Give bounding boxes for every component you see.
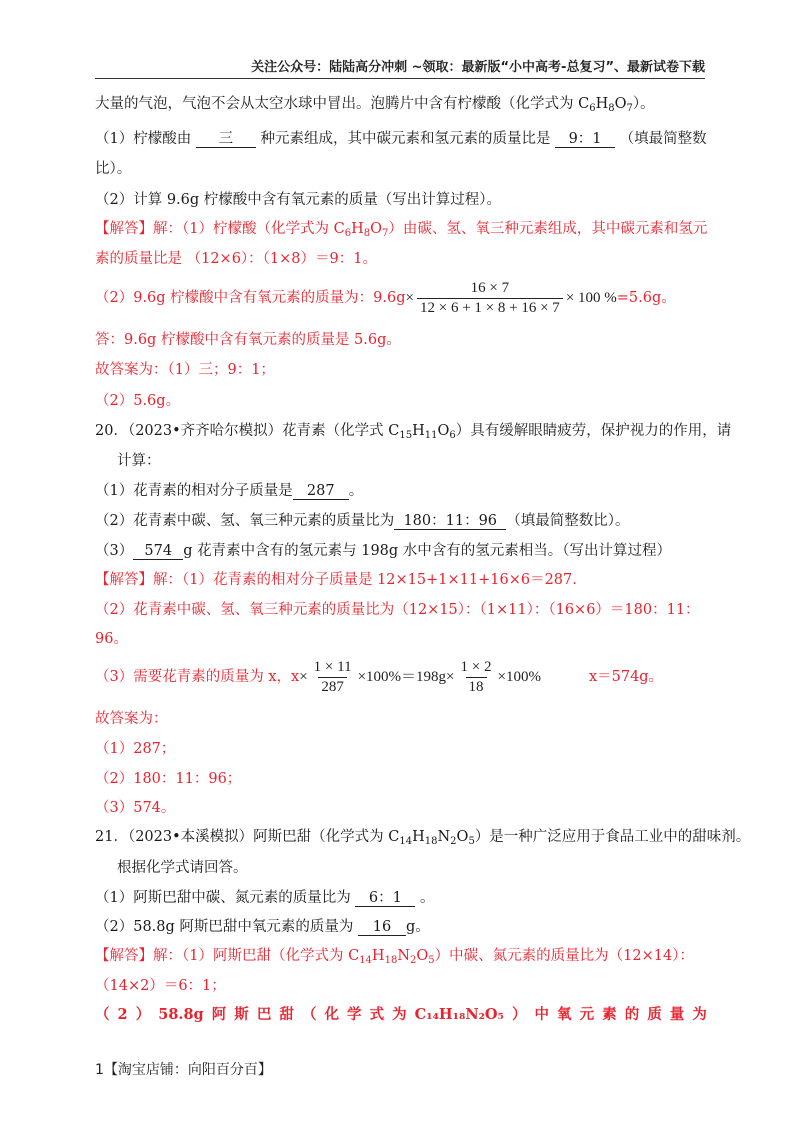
q19-answer-blank-1: 三 <box>196 131 256 148</box>
q19-final-2: （2）5.6g。 <box>95 393 181 409</box>
justified-word: （ <box>301 1006 317 1023</box>
q21-solution-1-cont: （14×2）＝6：1； <box>95 978 226 994</box>
justified-word: 化 <box>324 1006 339 1023</box>
justified-word: 元 <box>579 1006 595 1023</box>
q20-answer-blank-3: 574 <box>133 543 183 560</box>
q20-part2: （2）花青素中碳、氢、氧三种元素的质量比为 180：11：96 （填最简整数比）。 <box>95 513 630 529</box>
q20-stem-cont: 计算： <box>117 453 161 469</box>
q20-stem: 20．（2023•齐齐哈尔模拟）花青素（化学式 $C_{15}H_{11}O_6$）具有缓解眼睛疲劳，保护视力的作用，请 <box>95 423 732 441</box>
q20-part3: （3） 574 g 花青素中含有的氢元素与 198g 水中含有的氢元素相当。（写出计算过程） <box>95 543 672 559</box>
q20-answer-blank-1: 287 <box>293 483 349 500</box>
q21-answer-blank-2: 16 <box>358 919 406 936</box>
justified-word: C₁₄H₁₈N₂O₅ <box>414 1006 504 1023</box>
justified-word: 为 <box>692 1006 707 1023</box>
justified-word: 氧 <box>557 1006 572 1023</box>
q20-fraction-2: $\frac{1 \times 2}{18}$ <box>460 658 492 695</box>
q19-answer-statement: 答：9.6g 柠檬酸中含有氧元素的质量是 5.6g。 <box>95 332 401 348</box>
q19-calc: （2）9.6g 柠檬酸中含有氧元素的质量为：9.6g× $\frac{16 \times 7}{12 \times 6 + 1 \times 8 + 16 \times 7}$ × 100 %=5.6g。 <box>95 279 676 316</box>
q19-answer-blank-2: 9：1 <box>555 131 615 148</box>
justified-word: 量 <box>669 1006 685 1023</box>
justified-word: 58.8g <box>158 1006 204 1023</box>
justified-word: 式 <box>369 1006 385 1023</box>
q19-part2: （2）计算 9.6g 柠檬酸中含有氧元素的质量（写出计算过程）。 <box>95 192 502 208</box>
q20-answer-blank-2: 180：11：96 <box>394 513 506 530</box>
q19-intro: 大量的气泡，气泡不会从太空水球中冒出。泡腾片中含有柠檬酸（化学式为 $C_6H_8O_7$）。 <box>95 96 655 114</box>
q21-stem-cont: 根据化学式请回答。 <box>117 860 248 876</box>
justified-word: 学 <box>347 1006 362 1023</box>
q20-solution-1: 【解答】解：（1）花青素的相对分子质量是 12×15+1×11+16×6＝287. <box>95 572 577 588</box>
page-header <box>95 56 705 79</box>
q20-fraction-1: $\frac{1 \times 11}{287}$ <box>313 658 352 695</box>
q21-part2: （2）58.8g 阿斯巴甜中氧元素的质量为 16 g。 <box>95 919 430 935</box>
q19-solution-1: 【解答】解：（1）柠檬酸（化学式为 $C_6H_8O_7$）由碳、氢、氧三种元素组成，其中碳元素和氢元 <box>95 221 708 239</box>
q21-part1: （1）阿斯巴甜中碳、氮元素的质量比为 6：1 。 <box>95 890 435 906</box>
justified-word: 甜 <box>279 1006 294 1023</box>
justified-word: ） <box>511 1006 527 1023</box>
header-text: 关注公众号：陆陆高分冲刺 ~领取：最新版“小中高考-总复习”、最新试卷下载 <box>251 60 705 75</box>
justified-word: 巴 <box>256 1006 272 1023</box>
justified-word: 质 <box>647 1006 662 1023</box>
q19-part1-cont: 比）。 <box>95 161 132 177</box>
page-footer <box>95 1059 272 1079</box>
q20-final-1: （1）287； <box>95 741 176 757</box>
q21-solution-2 <box>95 1005 707 1025</box>
justified-word: 的 <box>624 1006 640 1023</box>
q20-part1: （1）花青素的相对分子质量是 287 。 <box>95 483 364 499</box>
q19-part1: （1）柠檬酸由 三 种元素组成，其中碳元素和氢元素的质量比是 9：1 （填最简整数 <box>95 131 707 147</box>
justified-word: 阿 <box>211 1006 227 1023</box>
justified-word: 中 <box>534 1006 549 1023</box>
justified-word: 素 <box>602 1006 617 1023</box>
q21-answer-blank-1: 6：1 <box>355 890 415 907</box>
q19-solution-1-cont: 素的质量比是 （12×6）：（1×8）＝9：1。 <box>95 251 377 267</box>
justified-word: ） <box>135 1006 151 1023</box>
justified-word: 为 <box>392 1006 407 1023</box>
q20-final-2: （2）180：11：96； <box>95 771 242 787</box>
justified-word: （ <box>95 1006 110 1023</box>
q20-final-3: （3）574。 <box>95 800 176 816</box>
footer-text: 1【淘宝店铺：向阳百分百】 <box>95 1062 272 1078</box>
q20-solution-2: （2）花青素中碳、氢、氧三种元素的质量比为（12×15）：（1×11）：（16×6）＝180：11： <box>95 602 700 618</box>
q20-solution-3: （3）需要花青素的质量为 x，x× $\frac{1 \times 11}{287}$ ×100%＝198g× $\frac{1 \times 2}{18}$ ×100% x＝574g。 <box>95 658 664 695</box>
q20-final-label: 故答案为： <box>95 711 168 727</box>
q21-solution-1: 【解答】解：（1）阿斯巴甜（化学式为 $C_{14}H_{18}N_2O_5$）中碳、氮元素的质量比为（12×14）： <box>95 948 694 966</box>
justified-word: 斯 <box>234 1006 249 1023</box>
q21-stem: 21．（2023•本溪模拟）阿斯巴甜（化学式为 $C_{14}H_{18}N_2O_5$）是一种广泛应用于食品工业中的甜味剂。 <box>95 829 751 847</box>
q19-final-1: 故答案为：（1）三；9：1； <box>95 362 275 378</box>
q19-fraction: $\frac{16 \times 7}{12 \times 6 + 1 \times 8 + 16 \times 7}$ <box>417 280 563 317</box>
q20-solution-2-cont: 96。 <box>95 631 128 647</box>
justified-word: 2 <box>117 1006 128 1023</box>
